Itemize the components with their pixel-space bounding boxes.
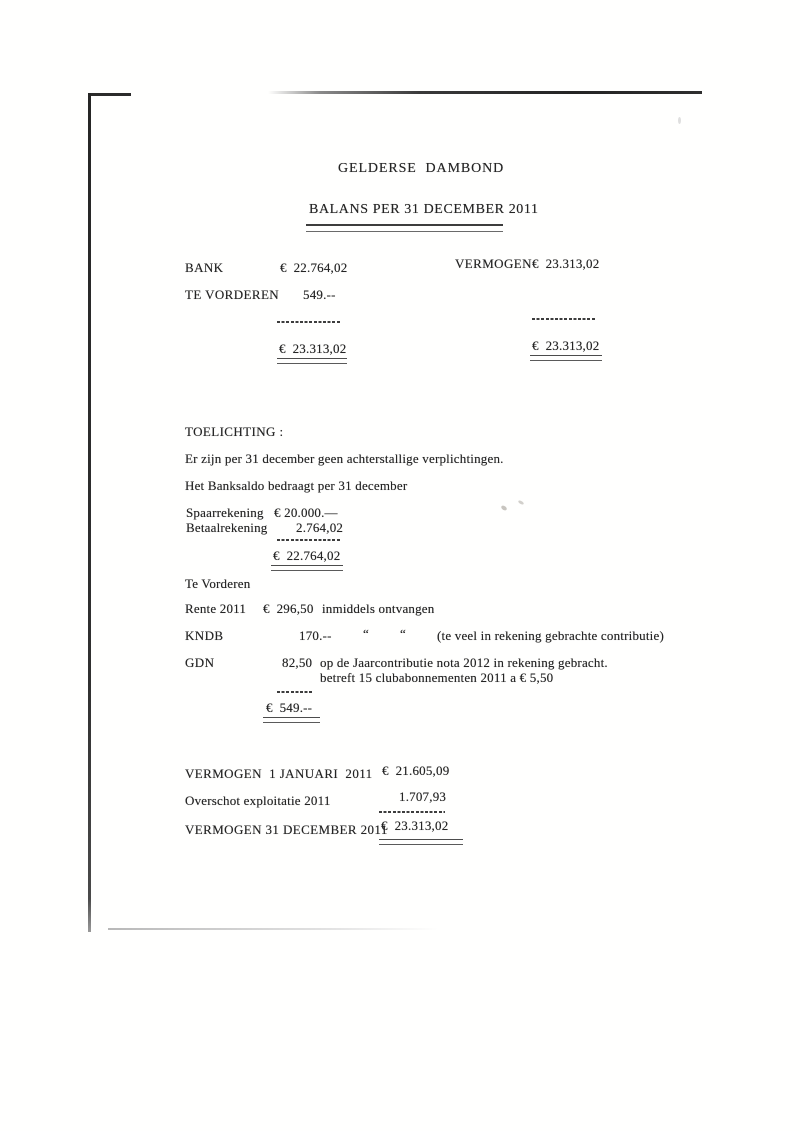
scan-corner-line-horizontal <box>88 93 131 96</box>
ditto-mark: “ <box>363 626 369 641</box>
overschot-label: Overschot exploitatie 2011 <box>185 793 331 808</box>
rente-amount: € 296,50 <box>263 601 314 616</box>
dashed-rule <box>532 318 596 320</box>
kndb-note: (te veel in rekening gebrachte contributie) <box>437 628 664 643</box>
kndb-amount: 170.-- <box>299 628 332 643</box>
document-title: GELDERSE DAMBOND <box>338 161 505 176</box>
vermogen-dec-label: VERMOGEN 31 DECEMBER 2011 <box>185 822 388 837</box>
document-subtitle: BALANS PER 31 DECEMBER 2011 <box>309 202 539 217</box>
double-rule <box>263 717 320 723</box>
vorderingen-total: € 549.-- <box>266 700 313 715</box>
scan-speck <box>518 500 525 506</box>
bank-label: BANK <box>185 260 224 275</box>
gdn-note-line2: betreft 15 clubabonnementen 2011 a € 5,50 <box>320 670 554 685</box>
dashed-rule <box>277 691 313 693</box>
bank-amount: € 22.764,02 <box>280 260 348 275</box>
kndb-label: KNDB <box>185 628 224 643</box>
te-vorderen-label: TE VORDEREN <box>185 287 280 302</box>
dashed-rule <box>379 811 445 813</box>
double-rule <box>530 355 602 361</box>
scan-speck <box>500 505 507 512</box>
spaarrekening-amount: € 20.000.— <box>274 505 338 520</box>
toelichting-line2: Het Banksaldo bedraagt per 31 december <box>185 478 408 493</box>
double-rule <box>379 839 463 845</box>
equity-total: € 23.313,02 <box>532 338 600 353</box>
betaalrekening-label: Betaalrekening <box>186 520 268 535</box>
vermogen-label: VERMOGEN <box>455 256 532 271</box>
scan-top-edge-line <box>268 91 702 94</box>
overschot-amount: 1.707,93 <box>399 789 447 804</box>
vermogen-jan-label: VERMOGEN 1 JANUARI 2011 <box>185 766 373 781</box>
gdn-note-line1: op de Jaarcontributie nota 2012 in rekening gebracht. <box>320 655 608 670</box>
dashed-rule <box>277 539 341 541</box>
vermogen-jan-amount: € 21.605,09 <box>382 763 450 778</box>
subtitle-underline <box>306 224 503 232</box>
scan-edge-line-vertical <box>88 93 91 932</box>
bank-total: € 22.764,02 <box>273 548 341 563</box>
vermogen-dec-amount: € 23.313,02 <box>381 818 449 833</box>
gdn-label: GDN <box>185 655 215 670</box>
te-vorderen-amount: 549.-- <box>303 287 336 302</box>
scan-bottom-faint-line <box>108 928 438 930</box>
betaalrekening-amount: 2.764,02 <box>296 520 344 535</box>
gdn-amount: 82,50 <box>282 655 313 670</box>
toelichting-line1: Er zijn per 31 december geen achterstallige verplichtingen. <box>185 451 504 466</box>
rente-label: Rente 2011 <box>185 601 247 616</box>
assets-total: € 23.313,02 <box>279 341 347 356</box>
scan-speck <box>678 117 681 124</box>
ditto-mark: “ <box>400 626 406 641</box>
spaarrekening-label: Spaarrekening <box>186 505 264 520</box>
dashed-rule <box>277 321 341 323</box>
double-rule <box>277 358 347 364</box>
double-rule <box>271 565 343 571</box>
toelichting-heading: TOELICHTING : <box>185 424 284 439</box>
vermogen-amount: € 23.313,02 <box>532 256 600 271</box>
rente-note: inmiddels ontvangen <box>322 601 435 616</box>
te-vorderen-heading: Te Vorderen <box>185 576 251 591</box>
